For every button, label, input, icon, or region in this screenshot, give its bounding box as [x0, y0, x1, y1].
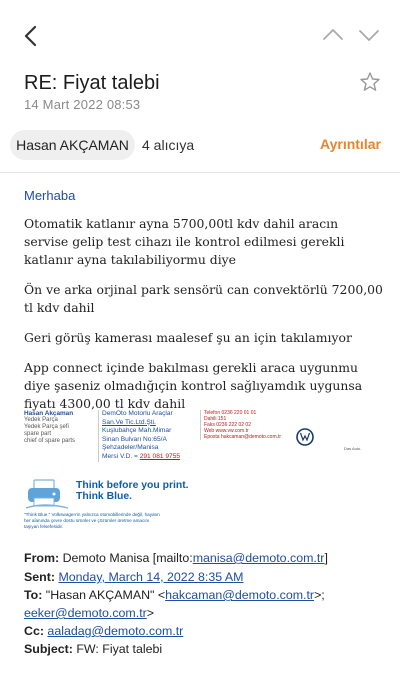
- fwd-from-line: [24, 551, 328, 565]
- to-end: >: [146, 606, 155, 620]
- to-email-link[interactable]: eeker@demoto.com.tr: [24, 606, 147, 620]
- from-name: Demoto Manisa [mailto:: [62, 551, 193, 565]
- signature-title: Yedek Parça: [24, 417, 58, 423]
- recipients-count[interactable]: 4 alıcıya: [142, 137, 195, 153]
- from-email-link[interactable]: manisa@demoto.com.tr: [192, 551, 325, 565]
- to-label: To:: [24, 588, 43, 602]
- body-paragraph: Otomatik katlanır ayna 5700,00tl kdv dahil aracın servise gelip test cihazı ile kontrol edilmesi gerekli katlanır ayna takılabiliyormu diye: [24, 216, 345, 267]
- from-label: From:: [24, 551, 60, 565]
- body-paragraph: Geri görüş kamerası maalesef şu an için takılamıyor: [24, 330, 352, 345]
- signature-contacts: [200, 410, 290, 440]
- previous-email-icon[interactable]: [320, 24, 346, 46]
- vw-logo-icon: [296, 428, 314, 446]
- contact-line: Dahili 151: [204, 416, 227, 422]
- cc-email-link[interactable]: aaladag@demoto.com.tr: [47, 624, 184, 638]
- to-separator: >;: [314, 588, 325, 602]
- think-line: Think Blue.: [76, 491, 132, 502]
- star-icon[interactable]: [358, 70, 382, 94]
- fwd-subject: FW: Fiyat talebi: [76, 642, 163, 656]
- fwd-to-line: [24, 588, 325, 602]
- top-bar: [0, 0, 400, 70]
- next-email-icon[interactable]: [356, 24, 382, 46]
- company-line: Şehzadeler/Manisa: [102, 444, 159, 452]
- signature-title: spare part: [24, 431, 52, 437]
- company-line[interactable]: San.Ve Tic.Ltd.Şti.: [102, 418, 156, 426]
- think-blue-title: [76, 480, 196, 502]
- tax-label: Mersi V.D. =: [102, 452, 138, 460]
- sent-label: Sent:: [24, 570, 55, 584]
- contact-line[interactable]: Eposta hakcaman@demoto.com.tr: [204, 434, 282, 440]
- company-line: DemOto Motorlu Araçlar: [102, 410, 173, 417]
- body-paragraph: App connect içinde bakılması gerekli araca uygunmu diye şaseniz olmadığıçin kontrol sağlıyamdık uygunsa fiyatı 4300,00 tl kdv dahil: [24, 360, 363, 411]
- brand-slogan: Das Auto.: [344, 446, 362, 451]
- body-paragraph: Ön ve arka orjinal park sensörü can convektörlü 7200,00 tl kdv dahil: [24, 282, 383, 315]
- email-date: 14 Mart 2022 08:53: [24, 97, 141, 112]
- think-blue-text: "Think Blue." Volkswagen'in yalnızca otomobillerinde değil, hayatın her alanında çevre dostu ürünler ve çözümler üretme amacını taşıyan felsefesidir.: [24, 512, 160, 529]
- email-signature: [24, 410, 294, 470]
- email-subject: RE: Fiyat talebi: [24, 72, 160, 94]
- cc-label: Cc:: [24, 624, 44, 638]
- to-name: "Hasan AKÇAMAN" <: [45, 588, 166, 602]
- back-arrow-icon[interactable]: [18, 22, 46, 50]
- contact-line[interactable]: Telefon 0236 220 01 01: [204, 410, 257, 416]
- fwd-subject-line: [24, 642, 162, 656]
- tax-number[interactable]: 291 081 9755: [139, 452, 181, 460]
- signature-name: Hasan Akçaman: [24, 410, 74, 417]
- think-blue-banner: [24, 478, 194, 548]
- subject-label: Subject:: [24, 642, 73, 656]
- tax-line: [102, 453, 198, 462]
- company-line: Kuşlubahçe Mah.Mimar: [102, 427, 172, 435]
- from-end: ]: [324, 551, 328, 565]
- email-body: [24, 187, 384, 425]
- sender-chip[interactable]: Hasan AKÇAMAN: [10, 130, 135, 160]
- fwd-sent-line: [24, 570, 244, 584]
- signature-title: chief of spare parts: [24, 438, 76, 444]
- printer-icon: [24, 478, 72, 512]
- fwd-cc-line: [24, 624, 183, 638]
- signature-title: Yedek Parça şefi: [24, 424, 69, 430]
- header-divider: [0, 172, 400, 173]
- to-email-link[interactable]: hakcaman@demoto.com.tr: [165, 588, 315, 602]
- details-link[interactable]: Ayrıntılar: [320, 136, 381, 152]
- contact-line: Faks 0236 222 02 02: [204, 422, 251, 428]
- company-line: Sinan Bulvarı No:65/A: [102, 435, 167, 443]
- contact-line[interactable]: Web www.vw.com.tr: [204, 428, 249, 434]
- sent-date-link[interactable]: Monday, March 14, 2022 8:35 AM: [58, 570, 244, 584]
- signature-company: [98, 410, 198, 462]
- fwd-to-line-2: [24, 606, 154, 620]
- greeting: Merhaba: [24, 188, 76, 203]
- signature-person: [24, 410, 94, 445]
- think-line: Think before you print.: [76, 480, 189, 491]
